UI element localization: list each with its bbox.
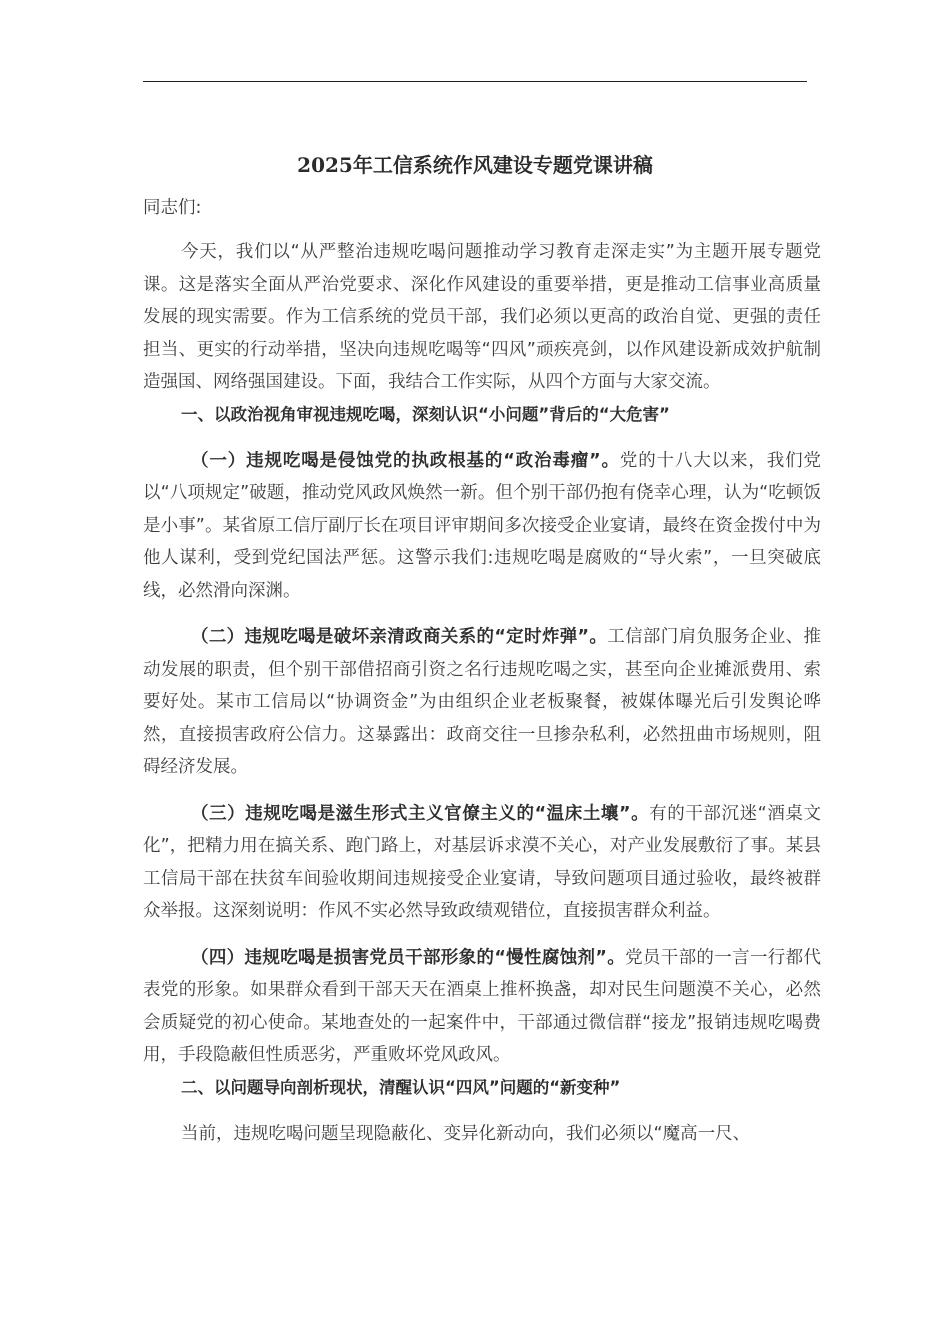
document-title: 2025年工信系统作风建设专题党课讲稿 xyxy=(297,153,653,177)
header-rule xyxy=(143,81,807,82)
section-1-item-3 xyxy=(143,798,821,928)
section-1-item-2 xyxy=(143,621,821,784)
section-1-item-1 xyxy=(143,445,821,608)
item-lead: （三）违规吃喝是滋生形式主义官僚主义的“温床土壤”。 xyxy=(191,803,650,824)
item-body: 工信部门肩负服务企业、推动发展的职责，但个别干部借招商引资之名行违规吃喝之实，甚至向企业摊派费用、索要好处。某市工信局以“协调资金”为由组织企业老板聚餐，被媒体曝光后引发舆论哗然，直接损害政府公信力。这暴露出：政商交往一旦掺杂私利，必然扭曲市场规则，阻碍经济发展。 xyxy=(143,627,822,777)
greeting: 同志们: xyxy=(143,198,202,218)
item-body: 有的干部沉迷“酒桌文化”，把精力用在搞关系、跑门路上，对基层诉求漠不关心，对产业发展敷衍了事。某县工信局干部在扶贫车间验收期间违规接受企业宴请，导致问题项目通过验收，最终被群众举报。这深刻说明：作风不实必然导致政绩观错位，直接损害群众利益。 xyxy=(143,803,821,921)
section-1-heading: 一、以政治视角审视违规吃喝，深刻认识“小问题”背后的“大危害” xyxy=(181,404,670,424)
item-body: 党员干部的一言一行都代表党的形象。如果群众看到干部天天在酒桌上推杯换盏，却对民生问题漠不关心，必然会质疑党的初心使命。某地查处的一起案件中，干部通过微信群“接龙”报销违规吃喝费用，手段隐蔽但性质恶劣，严重败坏党风政风。 xyxy=(143,947,821,1065)
item-lead: （四）违规吃喝是损害党员干部形象的“慢性腐蚀剂”。 xyxy=(191,947,626,968)
item-lead: （二）违规吃喝是破坏亲清政商关系的“定时炸弹”。 xyxy=(191,627,608,647)
section-2-intro: 当前，违规吃喝问题呈现隐蔽化、变异化新动向，我们必须以“魔高一尺、 xyxy=(181,1123,751,1144)
section-2-heading: 二、以问题导向剖析现状，清醒认识“四风”问题的“新变种” xyxy=(181,1077,621,1097)
section-1-item-4 xyxy=(143,942,821,1072)
document-body xyxy=(143,194,821,1150)
item-lead: （一）违规吃喝是侵蚀党的执政根基的“政治毒瘤”。 xyxy=(191,450,620,471)
item-body: 党的十八大以来，我们党以“八项规定”破题，推动党风政风焕然一新。但个别干部仍抱有侥幸心理，认为“吃顿饭是小事”。某省原工信厅副厅长在项目评审期间多次接受企业宴请，最终在资金拨付中为他人谋利，受到党纪国法严惩。这警示我们:违规吃喝是腐败的“导火索”，一旦突破底线，必然滑向深渊。 xyxy=(143,450,821,601)
intro-paragraph: 今天，我们以“从严整治违规吃喝问题推动学习教育走深走实”为主题开展专题党课。这是落实全面从严治党要求、深化作风建设的重要举措，更是推动工信事业高质量发展的现实需要。作为工信系统的党员干部，我们必须以更高的政治自觉、更强的责任担当、更实的行动举措，坚决向违规吃喝等“四风”顽疾亮剑，以作风建设新成效护航制造强国、网络强国建设。下面，我结合工作实际，从四个方面与大家交流。 xyxy=(143,242,821,392)
